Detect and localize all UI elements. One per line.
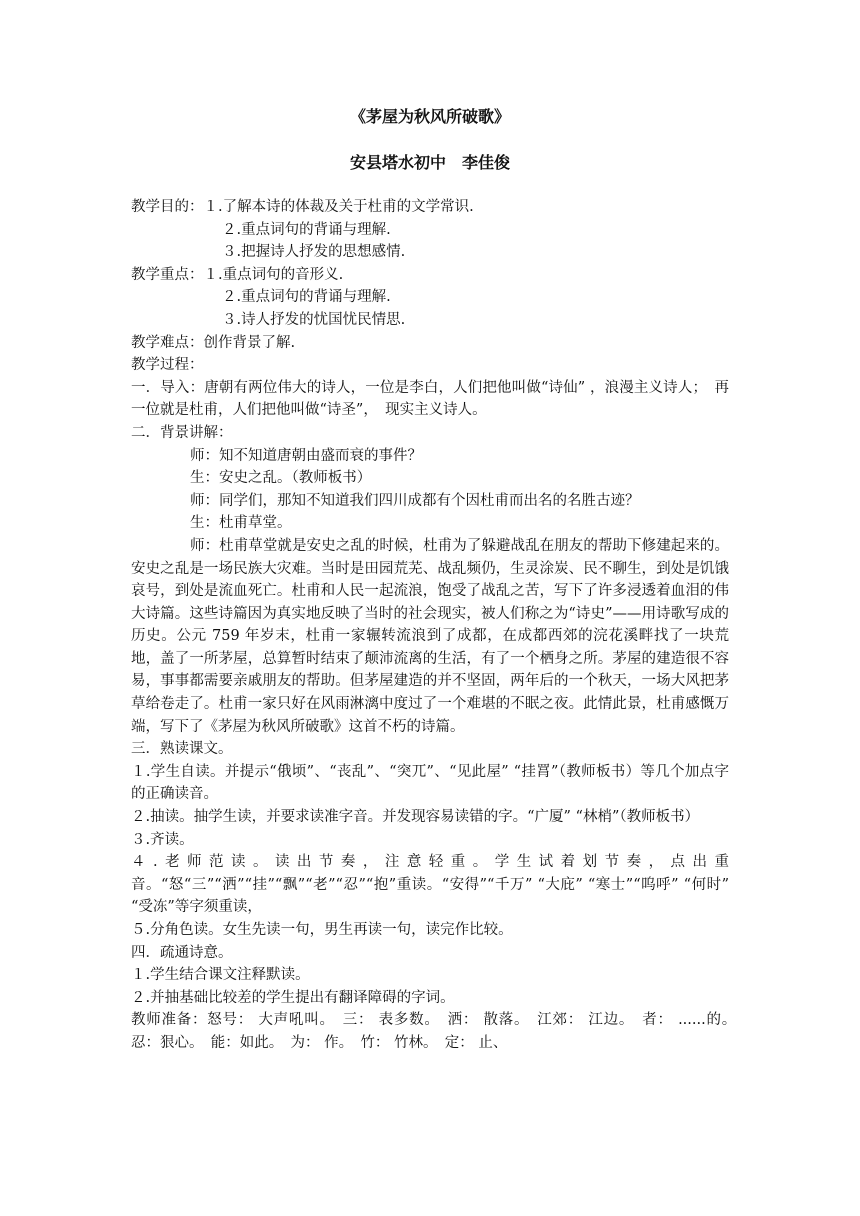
background-heading: 二．背景讲解： bbox=[131, 424, 233, 441]
keypoint-line-2: ２.重点词句的背诵与理解. bbox=[222, 289, 391, 306]
process-heading: 教学过程： bbox=[131, 357, 204, 374]
teacher-prep-line: 教师准备：怒号： 大声吼叫。 三： 表多数。 洒： 散落。 江郊： 江边。 者： ......的。 忍：狠心。 能：如此。 为： 作。 竹： 竹林。 定： 止、 bbox=[131, 1012, 744, 1051]
meaning-item-2: ２.并抽基础比较差的学生提出有翻译障碍的字词。 bbox=[131, 989, 455, 1006]
objective-line-1: 教学目的：１.了解本诗的体裁及关于杜甫的文学常识. bbox=[131, 199, 474, 215]
meaning-heading: 四．疏通诗意。 bbox=[131, 944, 233, 961]
difficulty-line: 教学难点：创作背景了解. bbox=[131, 334, 296, 351]
intro-paragraph: 一．导入：唐朝有两位伟大的诗人，一位是李白，人们把他叫做“诗仙” ，浪漫主义诗人； 再一位就是杜甫，人们把他叫做“诗圣”， 现实主义诗人。 bbox=[131, 379, 729, 419]
objective-line-2: ２.重点词句的背诵与理解. bbox=[222, 221, 391, 238]
background-paragraph: 师：杜甫草堂就是安史之乱的时候，杜甫为了躲避战乱在朋友的帮助下修建起来的。安史之乱是一场民族大灾难。当时是田园荒芜、战乱频仍，生灵涂炭、民不聊生，到处是饥饿哀号，到处是流血死亡。杜甫和人民一起流浪，饱受了战乱之苦，写下了许多浸透着血泪的伟大诗篇。这些诗篇因为真实地反映了当时的社会现实，被人们称之为“诗史”——用诗歌写成的历史。公元 759 年岁末，杜甫一家辗转流浪到了成都，在成都西郊的浣花溪畔找了一块荒地，盖了一所茅屋，总算暂时结束了颠沛流离的生活，有了一个栖身之所。茅屋的建造很不容易，事事都需要亲戚朋友的帮助。但茅屋建造的并不坚固，两年后的一个秋天，一场大风把茅草给卷走了。杜甫一家只好在风雨淋漓中度过了一个难堪的不眠之夜。此情此景，杜甫感慨万端，写下了《茅屋为秋风所破歌》这首不朽的诗篇。 bbox=[131, 537, 729, 735]
document-body bbox=[131, 196, 744, 1055]
reading-heading: 三．熟读课文。 bbox=[131, 741, 233, 758]
keypoint-line-3: ３.诗人抒发的忧国忧民情思. bbox=[222, 311, 406, 328]
dialog-line-1: 师：知不知道唐朝由盛而衰的事件？ bbox=[190, 447, 422, 464]
meaning-item-1: １.学生结合课文注释默读。 bbox=[131, 967, 310, 984]
dialog-line-4: 生：杜甫草堂。 bbox=[190, 515, 292, 532]
dialog-line-3: 师：同学们，那知不知道我们四川成都有个因杜甫而出名的名胜古迹？ bbox=[190, 492, 640, 509]
reading-item-1: １.学生自读。并提示“俄顷”、“丧乱”、“突兀”、“见此屋” “挂罥”（教师板书）等几个加点字的正确读音。 bbox=[131, 763, 729, 803]
reading-item-5: ５.分角色读。女生先读一句，男生再读一句，读完作比较。 bbox=[131, 922, 513, 938]
keypoint-line-1: 教学重点：１.重点词句的音形义. bbox=[131, 266, 344, 283]
reading-item-3: ３.齐读。 bbox=[131, 831, 194, 848]
reading-item-2: ２.抽读。抽学生读，并要求读准字音。并发现容易读错的字。“广厦” “林梢”（教师板书） bbox=[131, 809, 700, 826]
reading-item-4: ４.老师范读。读出节奏，注意轻重。学生试着划节奏，点出重音。“怒“三”“洒”“挂”“飘”“老”“忍”“抱”重读。“安得”“千万” “大庇” “寒士”“呜呼” “何时” “受冻”等字须重读， bbox=[131, 854, 729, 916]
document-author: 安县塔水初中 李佳俊 bbox=[349, 153, 510, 172]
document-title: 《茅屋为秋风所破歌》 bbox=[349, 107, 510, 126]
objective-line-3: ３.把握诗人抒发的思想感情. bbox=[222, 244, 406, 261]
dialog-line-2: 生：安史之乱。（教师板书） bbox=[190, 470, 372, 487]
